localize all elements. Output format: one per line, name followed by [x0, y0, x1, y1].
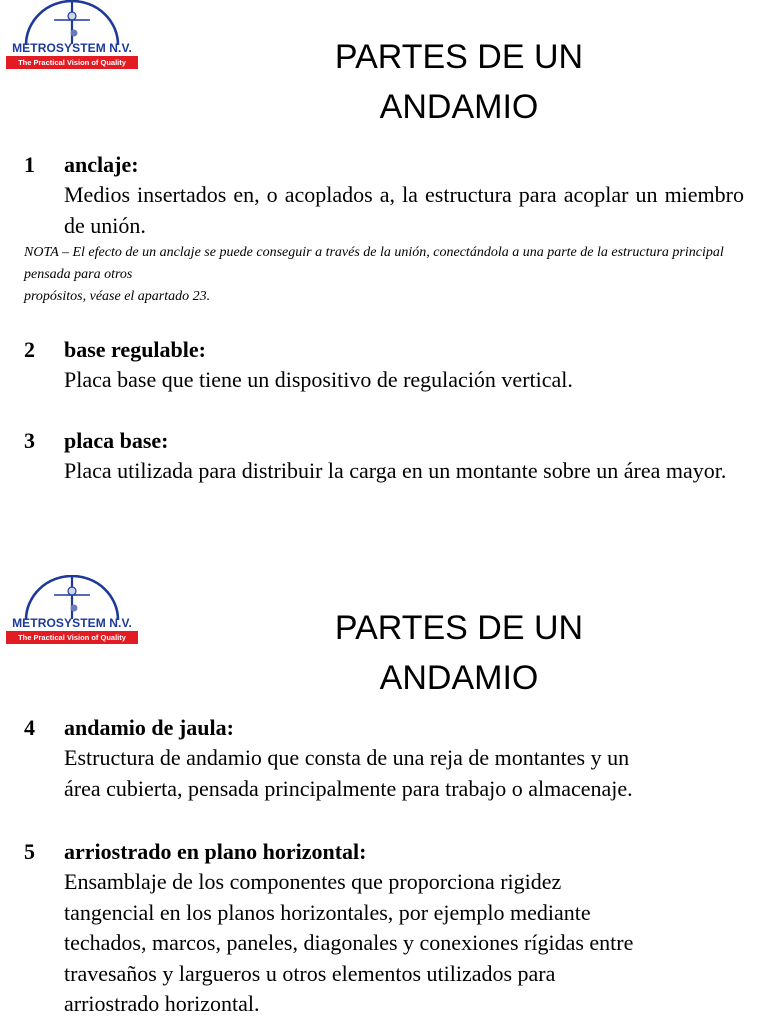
brand-tagline: The Practical Vision of Quality	[6, 631, 138, 644]
definition-heading	[24, 837, 744, 867]
item-term: anclaje:	[64, 152, 139, 177]
title-line-1: PARTES DE UN	[334, 38, 584, 76]
company-logo	[4, 0, 140, 72]
title-line-2: ANDAMIO	[379, 88, 539, 126]
item-term: arriostrado en plano horizontal:	[64, 839, 367, 864]
item-note: NOTA – El efecto de un anclaje se puede conseguir a través de la unión, conectándola a una parte de la estructura principal pensada para otros propósitos, véase el apartado 23.	[24, 245, 724, 304]
item-number: 1	[24, 152, 35, 177]
definition-item	[24, 713, 744, 804]
item-term: placa base:	[64, 428, 169, 453]
page-title	[300, 603, 618, 703]
company-logo	[4, 575, 140, 647]
definition-item	[24, 335, 744, 396]
item-description: Estructura de andamio que consta de una reja de montantes y un área cubierta, pensada principalmente para trabajo o almacenaje.	[64, 745, 633, 801]
page-title	[300, 32, 618, 132]
title-line-2: ANDAMIO	[379, 659, 539, 697]
item-number: 3	[24, 428, 35, 453]
item-description: Placa utilizada para distribuir la carga en un montante sobre un área mayor.	[64, 458, 727, 483]
item-term: base regulable:	[64, 337, 206, 362]
item-number: 2	[24, 337, 35, 362]
item-description: Placa base que tiene un dispositivo de regulación vertical.	[64, 367, 573, 392]
item-term: andamio de jaula:	[64, 715, 234, 740]
brand-name: METROSYSTEM N.V.	[12, 616, 132, 630]
definition-item	[24, 426, 744, 487]
item-description: Ensamblaje de los componentes que proporciona rigidez tangencial en los planos horizontales, por ejemplo mediante techados, marcos, paneles, diagonales y conexiones rígidas entre travesaños y largueros u otros elementos utilizados para arriostrado horizontal.	[64, 869, 634, 1016]
definition-heading	[24, 150, 744, 180]
definition-heading	[24, 426, 744, 456]
definition-item	[24, 150, 744, 308]
definition-heading	[24, 713, 744, 743]
definition-item	[24, 837, 744, 1020]
brand-tagline: The Practical Vision of Quality	[6, 56, 138, 69]
definition-heading	[24, 335, 744, 365]
item-number: 4	[24, 715, 35, 740]
item-number: 5	[24, 839, 35, 864]
slide-2	[0, 575, 768, 1024]
title-line-1: PARTES DE UN	[334, 609, 584, 647]
brand-name: METROSYSTEM N.V.	[12, 41, 132, 55]
item-description: Medios insertados en, o acoplados a, la estructura para acoplar un miembro de unión.	[64, 182, 744, 238]
